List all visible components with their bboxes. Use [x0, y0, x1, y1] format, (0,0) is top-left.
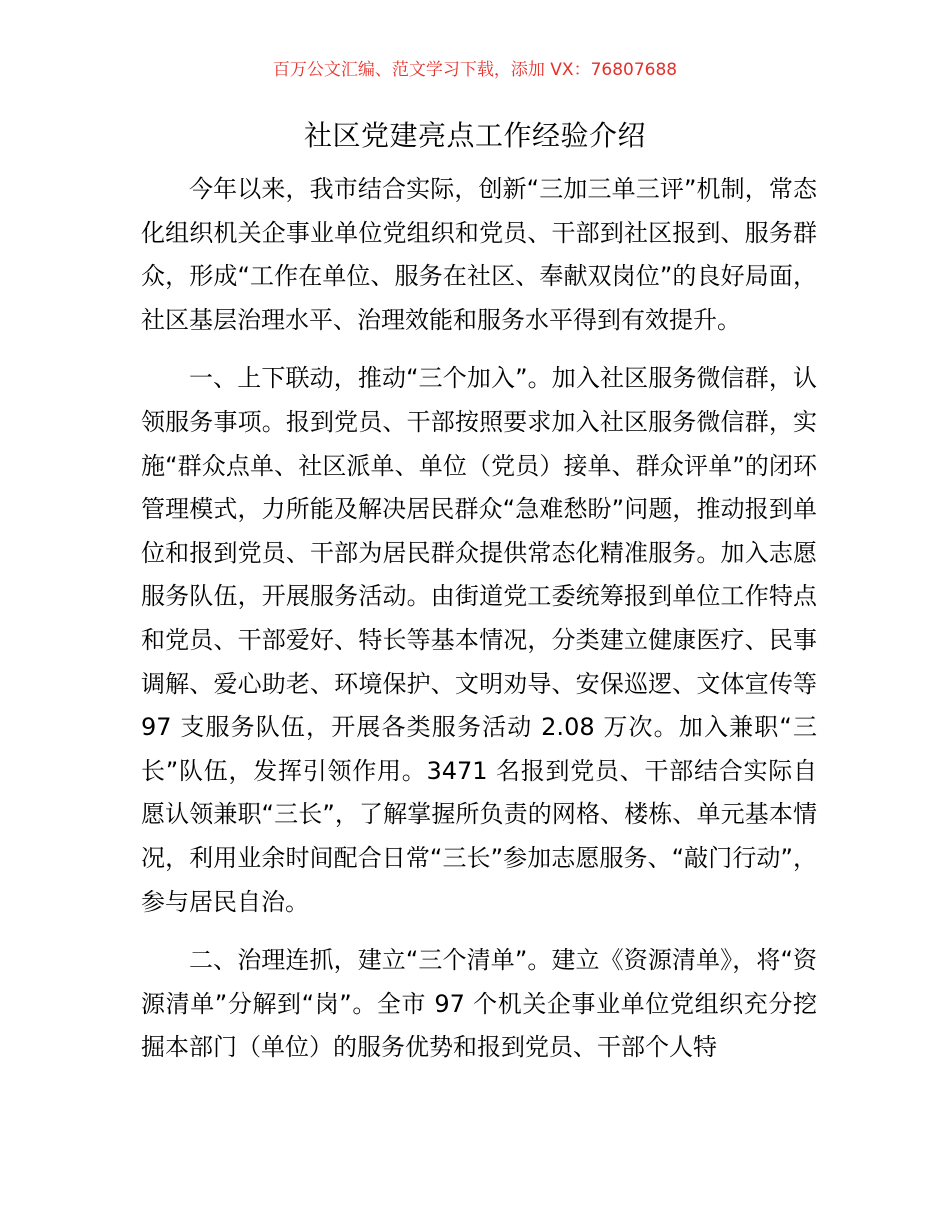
paragraph-intro: 今年以来，我市结合实际，创新“三加三单三评”机制，常态化组织机关企事业单位党组织和党员、干部到社区报到、服务群众，形成“工作在单位、服务在社区、奉献双岗位”的良好局面，社区基层治理水平、治理效能和服务水平得到有效提升。 [141, 175, 817, 334]
watermark-banner: 百万公文汇编、范文学习下载，添加 VX：76807688 [272, 60, 678, 80]
paragraph-section-two: 二、治理连抓，建立“三个清单”。建立《资源清单》，将“资源清单”分解到“岗”。全市 97 个机关企事业单位党组织充分挖掘本部门（单位）的服务优势和报到党员、干部个人特 [141, 946, 817, 1062]
document-body [141, 168, 817, 1085]
page-title: 社区党建亮点工作经验介绍 [303, 119, 646, 152]
paragraph-section-one: 一、上下联动，推动“三个加入”。加入社区服务微信群，认领服务事项。报到党员、干部按照要求加入社区服务微信群，实施“群众点单、社区派单、单位（党员）接单、群众评单”的闭环管理模式，力所能及解决居民群众“急难愁盼”问题，推动报到单位和报到党员、干部为居民群众提供常态化精准服务。加入志愿服务队伍，开展服务活动。由街道党工委统筹报到单位工作特点和党员、干部爱好、特长等基本情况，分类建立健康医疗、民事调解、爱心助老、环境保护、文明劝导、安保巡逻、文体宣传等 97 支服务队伍，开展各类服务活动 2.08 万次。加入兼职“三长”队伍，发挥引领作用。3471 名报到党员、干部结合实际自愿认领兼职“三长”，了解掌握所负责的网格、楼栋、单元基本情况，利用业余时间配合日常“三长”参加志愿服务、“敲门行动”，参与居民自治。 [141, 364, 817, 916]
